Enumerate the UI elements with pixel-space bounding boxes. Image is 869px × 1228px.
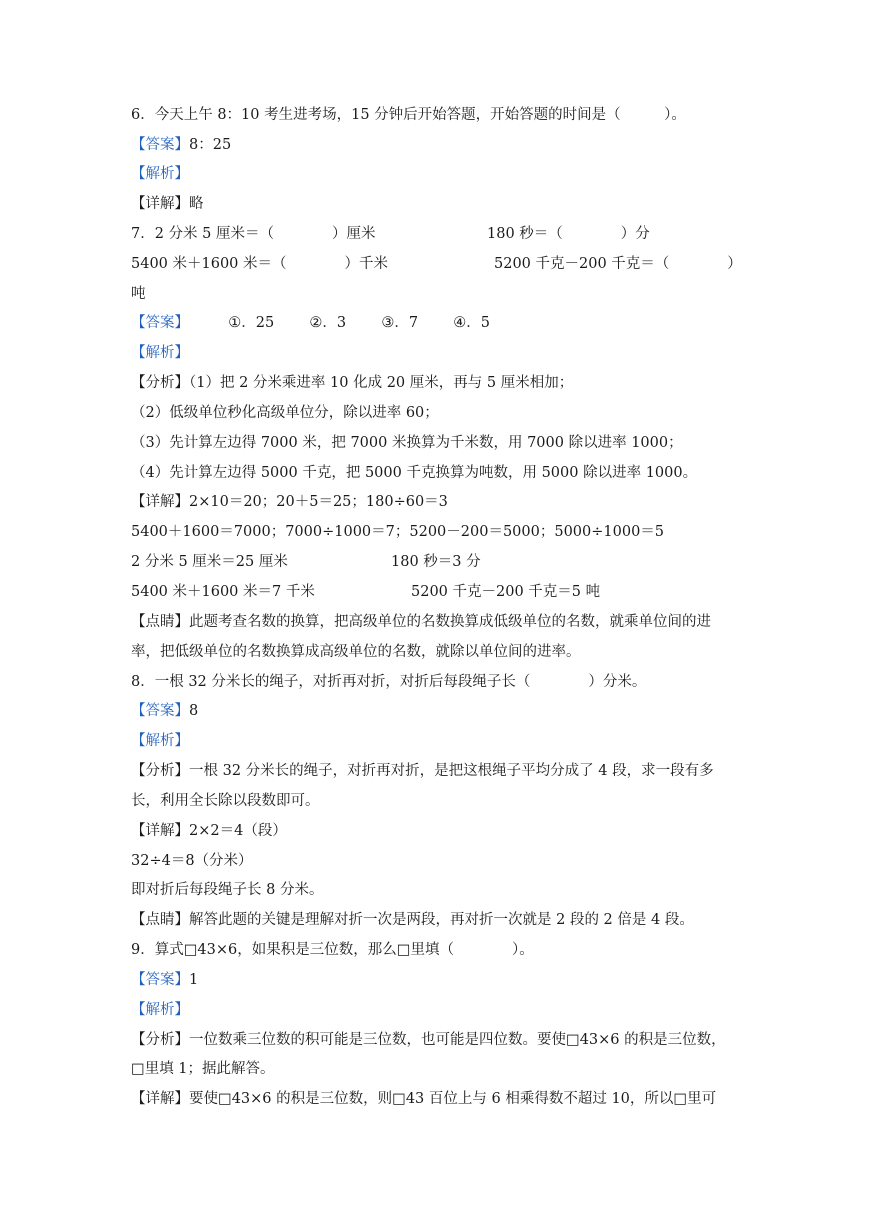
q8-analysis-tag: 【解析】 [131, 733, 189, 749]
q8-detail-3: 即对折后每段绳子长 8 分米。 [131, 882, 324, 898]
answer-tag: 【答案】 [131, 137, 189, 153]
q7-dianjing-2: 率，把低级单位的名数换算成高级单位的名数，就除以单位间的进率。 [131, 644, 581, 660]
detail-tag: 【详解】 [131, 1091, 189, 1107]
answer-tag: 【答案】 [131, 972, 189, 988]
dianjing-tag: 【点睛】 [131, 912, 189, 928]
q6-detail-line [131, 194, 204, 214]
fenxi-tag: 【分析】 [131, 375, 189, 391]
q6-analysis-tag: 【解析】 [131, 166, 189, 182]
q6-detail: 略 [189, 196, 204, 212]
q8-question: 8．一根 32 分米长的绳子，对折再对折，对折后每段绳子长（ ）分米。 [131, 674, 647, 690]
q7-detail-4b: 5200 千克－200 千克＝5 吨 [411, 584, 601, 600]
q6-question: 6．今天上午 8：10 考生进考场，15 分钟后开始答题，开始答题的时间是（ ）。 [131, 107, 686, 123]
detail-tag: 【详解】 [131, 823, 189, 839]
q7-line3: 吨 [131, 286, 146, 302]
q7-detail-3b: 180 秒＝3 分 [391, 554, 481, 570]
q7-detail-text-1: 2×10＝20；20＋5＝25；180÷60＝3 [189, 494, 448, 510]
dianjing-tag: 【点睛】 [131, 614, 189, 630]
q7-answer-2: ②．3 [309, 315, 347, 331]
q8-detail-1 [131, 821, 287, 841]
fenxi-tag: 【分析】 [131, 1032, 189, 1048]
q6-answer: 8：25 [189, 137, 232, 153]
q7-line2-b: 5200 千克－200 千克＝（ ） [494, 256, 742, 272]
q7-dianjing-text-1: 此题考查名数的换算，把高级单位的名数换算成低级单位的名数，就乘单位间的进 [189, 614, 711, 630]
q9-answer: 1 [189, 972, 199, 988]
q8-fenxi-text-1: 一根 32 分米长的绳子，对折再对折，是把这根绳子平均分成了 4 段，求一段有多 [189, 763, 714, 779]
q7-fenxi-text-1: （1）把 2 分米乘进率 10 化成 20 厘米，再与 5 厘米相加； [189, 375, 574, 391]
q9-fenxi-2: □里填 1；据此解答。 [131, 1061, 275, 1077]
q8-fenxi-2: 长，利用全长除以段数即可。 [131, 793, 320, 809]
q7-fenxi-3: （3）先计算左边得 7000 米，把 7000 米换算为千米数，用 7000 除以进率 1000； [131, 435, 683, 451]
detail-tag: 【详解】 [131, 494, 189, 510]
q8-dianjing-text: 解答此题的关键是理解对折一次是两段，再对折一次就是 2 段的 2 倍是 4 段。 [189, 912, 694, 928]
q9-analysis-tag: 【解析】 [131, 1002, 189, 1018]
q7-detail-3a: 2 分米 5 厘米＝25 厘米 [131, 554, 288, 570]
q8-dianjing [131, 910, 694, 930]
q7-detail-4a: 5400 米＋1600 米＝7 千米 [131, 584, 315, 600]
q8-detail-2: 32÷4＝8（分米） [131, 853, 253, 869]
q7-answer-4: ④．5 [453, 315, 491, 331]
q9-detail [131, 1089, 716, 1109]
q9-fenxi-text-1: 一位数乘三位数的积可能是三位数，也可能是四位数。要使□43×6 的积是三位数， [189, 1032, 726, 1048]
q8-detail-text-1: 2×2＝4（段） [189, 823, 287, 839]
q7-fenxi-4: （4）先计算左边得 5000 千克，把 5000 千克换算为吨数，用 5000 除以进率 1000。 [131, 465, 698, 481]
q7-line2-a: 5400 米＋1600 米＝（ ）千米 [131, 256, 389, 272]
q7-fenxi-2: （2）低级单位秒化高级单位分，除以进率 60； [131, 405, 439, 421]
answer-tag: 【答案】 [131, 703, 189, 719]
q7-dianjing-1 [131, 612, 711, 632]
fenxi-tag: 【分析】 [131, 763, 189, 779]
q9-answer-line [131, 970, 198, 990]
q7-line1-b: 180 秒＝（ ）分 [487, 226, 650, 242]
q8-fenxi-1 [131, 761, 714, 781]
q8-answer-line [131, 701, 198, 721]
q9-fenxi-1 [131, 1030, 726, 1050]
q7-answer-1: ①．25 [228, 315, 275, 331]
q7-answer-3: ③．7 [381, 315, 419, 331]
q8-answer: 8 [189, 703, 199, 719]
q7-analysis-tag: 【解析】 [131, 345, 189, 361]
q7-fenxi-1 [131, 373, 573, 393]
detail-tag: 【详解】 [131, 196, 189, 212]
q7-line1-a: 7．2 分米 5 厘米＝（ ）厘米 [131, 226, 376, 242]
q7-detail-2: 5400＋1600＝7000；7000÷1000＝7；5200－200＝5000；5000÷1000＝5 [131, 524, 665, 540]
q7-answer-line [131, 313, 490, 333]
q9-question: 9．算式□43×6，如果积是三位数，那么□里填（ ）。 [131, 942, 534, 958]
q9-detail-text: 要使□43×6 的积是三位数，则□43 百位上与 6 相乘得数不超过 10，所以□里可 [189, 1091, 717, 1107]
answer-tag: 【答案】 [131, 315, 189, 331]
q7-detail-1 [131, 492, 448, 512]
q6-answer-line [131, 135, 231, 155]
